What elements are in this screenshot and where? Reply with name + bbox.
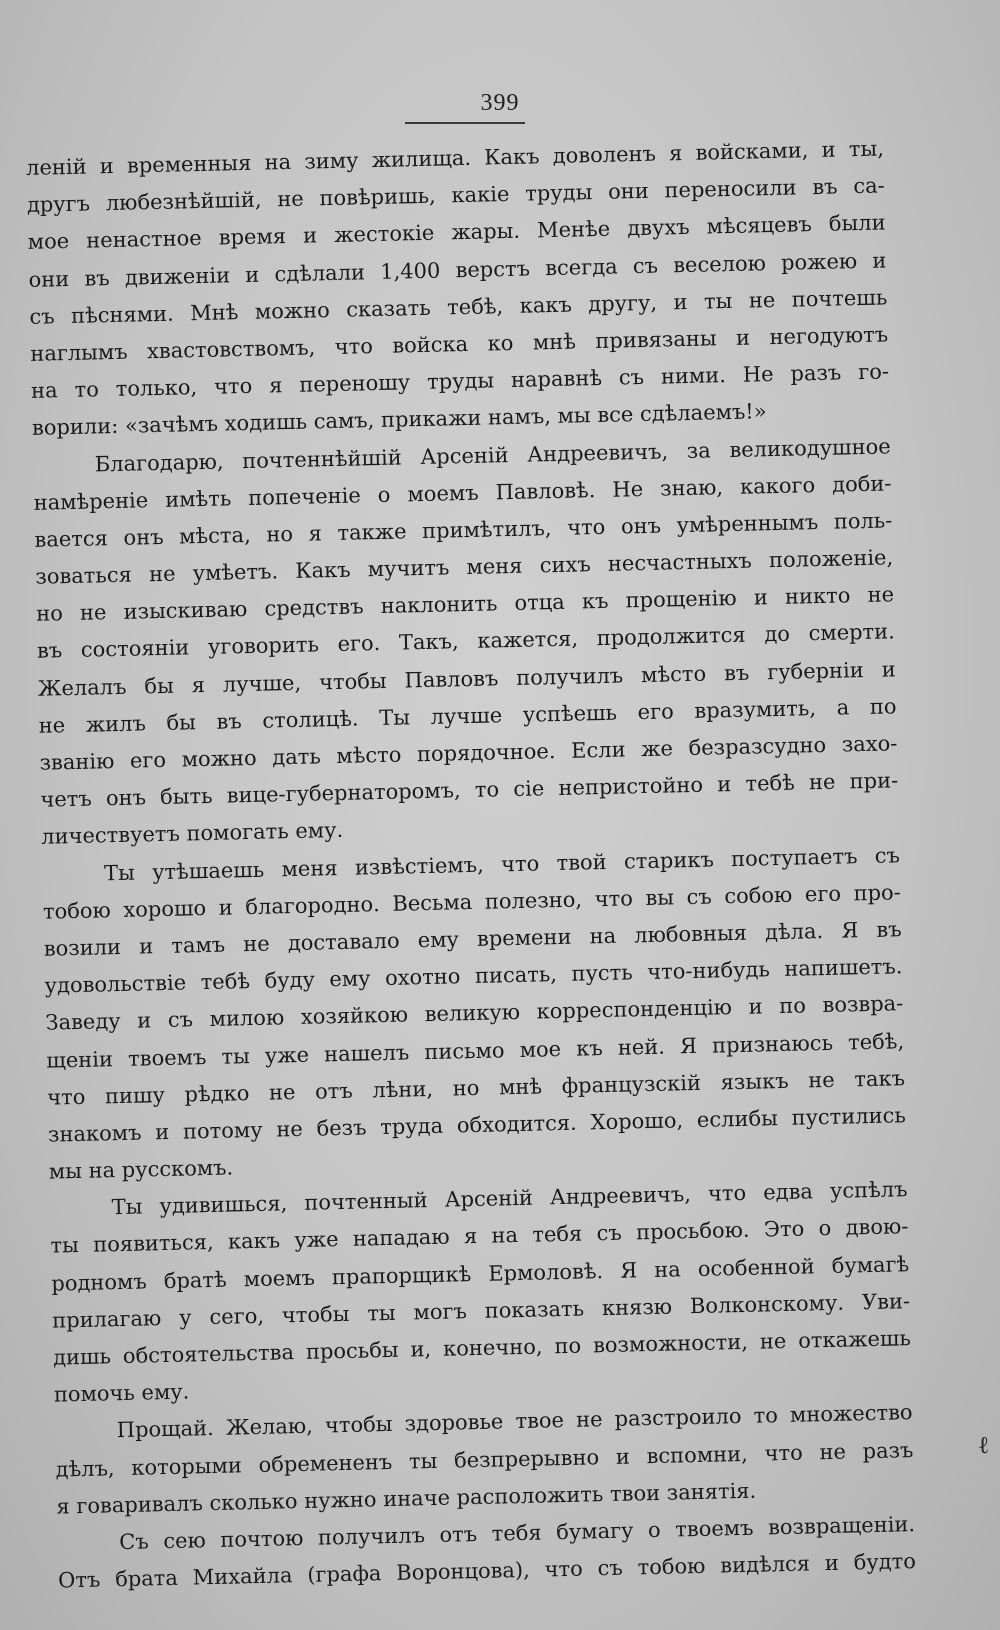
text-line: ты появиться, какъ уже нападаю я на тебя съ просьбою. Это о двою- — [50, 1214, 909, 1259]
text-line: съ пѣснями. Мнѣ можно сказать тебѣ, какъ другу, и ты не почтешь — [29, 285, 888, 329]
text-line: удовольствіе тебѣ буду ему охотно писать, пусть что-нибудь напишетъ. — [44, 954, 903, 998]
text-line: мое ненастное время и жестокіе жары. Менѣе двухъ мѣсяцевъ были — [27, 210, 886, 255]
text-line: щеніи твоемъ ты уже нашелъ письмо мое къ ней. Я признаюсь тебѣ, — [46, 1028, 905, 1073]
text-line: Съ сею почтою получилъ отъ тебя бумагу о твоемъ возвращеніи. — [118, 1512, 916, 1555]
text-line: что пишу рѣдко не отъ лѣни, но мнѣ французскій языкъ не такъ — [46, 1065, 906, 1110]
header-rule — [405, 122, 525, 124]
text-line: Желалъ бы я лучше, чтобы Павловъ получилъ мѣсто въ губерніи и — [37, 656, 896, 701]
text-line: въ состояніи уговорить его. Такъ, кажется, продолжится до смерти. — [36, 619, 896, 664]
text-line: помочь ему. — [53, 1379, 190, 1407]
text-line: зоваться не умѣетъ. Какъ мучитъ меня сихъ несчастныхъ положеніе, — [35, 545, 894, 589]
text-line: наглымъ хвастовствомъ, что войска ко мнѣ привязаны и негодуютъ — [30, 322, 889, 366]
text-line: я говаривалъ сколько нужно иначе расположить твои занятія. — [56, 1478, 757, 1519]
text-line: званію его можно дать мѣсто порядочное. Если же безразсудно захо- — [39, 731, 898, 775]
text-line: не жилъ бы въ столицѣ. Ты лучше успѣешь его вразумить, а по — [38, 694, 897, 738]
text-line: родномъ братѣ моемъ прапорщикѣ Ермоловѣ. Я на особенной бумагѣ — [51, 1251, 910, 1296]
text-line: другъ любезнѣйшій, не повѣришь, какіе труды они переносили въ са- — [26, 173, 885, 218]
text-line: Ты удивишься, почтенный Арсеній Андреевичъ, что едва успѣлъ — [111, 1177, 908, 1220]
text-line: Отъ брата Михайла (графа Воронцова), что съ тобою видѣлся и будто — [57, 1549, 917, 1593]
text-line: Прощай. Желаю, чтобы здоровье твое не разстроило то множество — [116, 1400, 913, 1443]
text-line: леній и временныя на зиму жилища. Какъ доволенъ я войсками, и ты, — [25, 136, 885, 180]
body-text — [26, 130, 917, 1599]
text-line: тобою хорошо и благородно. Весьма полезно, что вы съ собою его про- — [42, 880, 901, 924]
text-line: намѣреніе имѣть попеченіе о моемъ Павловѣ. Не знаю, какого доби- — [33, 471, 892, 515]
text-line: ворили: «зачѣмъ ходишь самъ, прикажи намъ, мы все сдѣлаемъ!» — [31, 399, 767, 441]
text-line: но не изыскиваю средствъ наклонить отца къ прощенію и никто не — [35, 582, 895, 627]
text-line: прилагаю у сего, чтобы ты могъ показать князю Волконскому. Уви- — [51, 1288, 911, 1333]
text-line: четъ онъ быть вице-губернаторомъ, то сіе непристойно и тебѣ не при- — [40, 768, 899, 812]
text-line: возили и тамъ не доставало ему времени на любовныя дѣла. Я въ — [43, 917, 902, 961]
text-line: Ты утѣшаешь меня извѣстіемъ, что твой старикъ поступаетъ съ — [103, 842, 901, 885]
text-line: Заведу и съ милою хозяйкою великую корреспонденцію и по возвра- — [45, 991, 904, 1036]
text-line: дишь обстоятельства просьбы и, конечно, по возможности, не откажешь — [52, 1326, 912, 1370]
text-line: вается онъ мѣста, но я также примѣтилъ, что онъ умѣреннымъ поль- — [34, 508, 893, 552]
text-line: Благодарю, почтеннѣйшій Арсеній Андреевичъ, за великодушное — [94, 433, 891, 476]
text-line: на то только, что я переношу труды наравнѣ съ ними. Не разъ го- — [30, 359, 890, 403]
page-number: 399 — [480, 90, 520, 116]
text-line: мы на русскомъ. — [48, 1155, 234, 1184]
margin-ink-mark: ℓ — [978, 1431, 990, 1459]
text-line: они въ движеніи и сдѣлали 1,400 верстъ всегда съ веселою рожею и — [28, 247, 887, 292]
text-line: личествуетъ помогать ему. — [40, 818, 344, 850]
text-line: дѣлъ, которыми обремененъ ты безпрерывно и вспомни, что не разъ — [55, 1437, 914, 1482]
text-line: знакомъ и потому не безъ труда обходится. Хорошо, еслибы пустились — [47, 1103, 907, 1147]
